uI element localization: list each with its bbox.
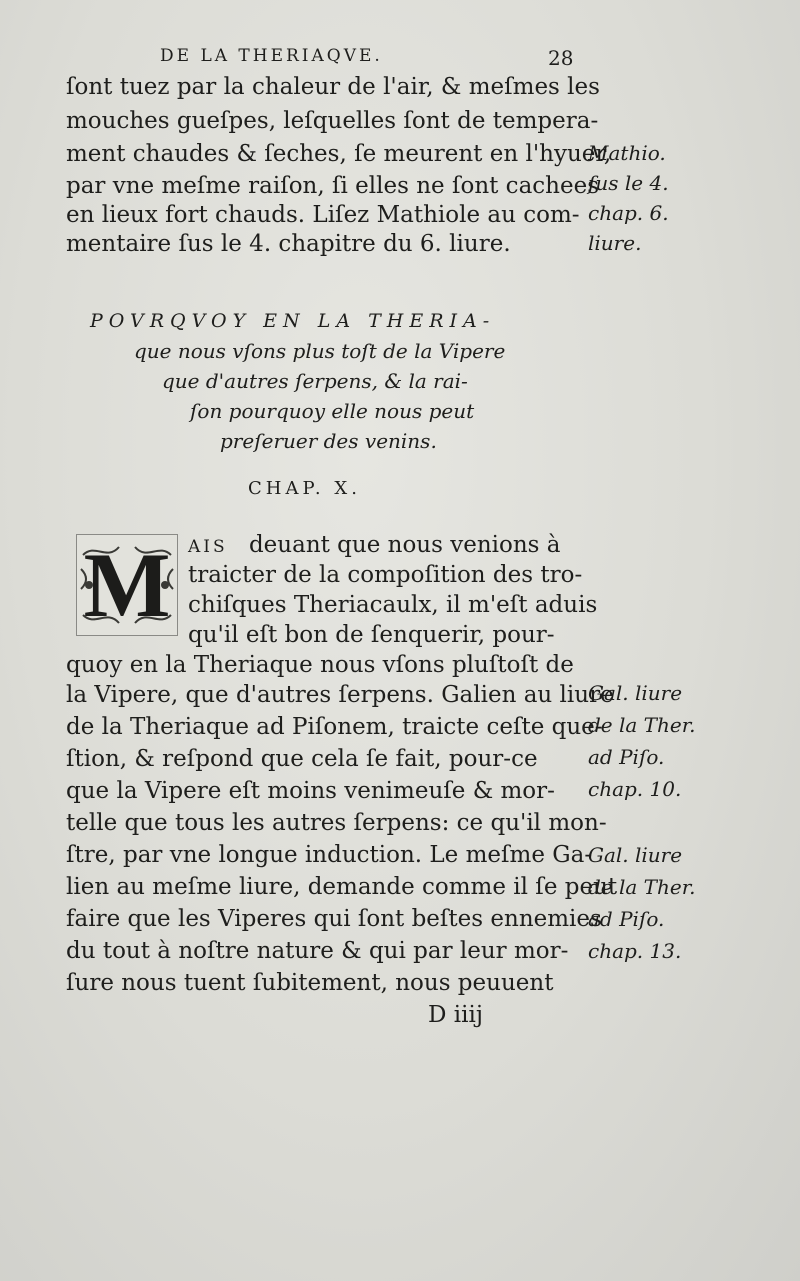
- margin-note: chap. 13.: [588, 939, 682, 963]
- decorated-initial: [76, 534, 178, 636]
- text-line: ſure nous tuent ſubitement, nous peuuent: [66, 970, 554, 996]
- text-line: ſtion, & reſpond que cela ſe fait, pour-ce: [66, 746, 538, 772]
- text-line: telle que tous les autres ſerpens: ce qu'il mon-: [66, 810, 607, 836]
- text-line: quoy en la Theriaque nous vſons pluſtoſt de: [66, 652, 574, 678]
- text-line: du tout à noſtre nature & qui par leur mor-: [66, 938, 569, 964]
- running-head: DE LA THERIAQVE.: [160, 46, 383, 66]
- margin-note: de la Ther.: [588, 875, 696, 899]
- text-line: traicter de la compoſition des tro-: [188, 562, 583, 588]
- chapter-title-line: que nous vſons plus toſt de la Vipere: [134, 339, 506, 363]
- text-line: mouches gueſpes, leſquelles ſont de tempera-: [66, 108, 599, 134]
- signature-mark: D iiij: [428, 1002, 483, 1028]
- margin-note: chap. 10.: [588, 777, 682, 801]
- chapter-title-line: ſon pourquoy elle nous peut: [190, 399, 475, 423]
- text-line: [188, 530, 561, 562]
- text-line: la Vipere, que d'autres ſerpens. Galien au liure: [66, 682, 614, 708]
- chapter-title-line: preſeruer des venins.: [220, 429, 437, 453]
- text-segment: deuant que nous venions à: [248, 532, 561, 558]
- text-line: par vne meſme raiſon, ſi elles ne ſont cachees: [66, 173, 599, 199]
- chapter-title-line: que d'autres ſerpens, & la rai-: [162, 369, 468, 393]
- margin-note: ſus le 4.: [588, 171, 669, 195]
- margin-note: chap. 6.: [588, 201, 669, 225]
- chapter-label: CHAP. X.: [248, 478, 361, 499]
- margin-note: liure.: [588, 231, 642, 255]
- text-line: de la Theriaque ad Piſonem, traicte ceſte que-: [66, 714, 603, 740]
- margin-note: Gal. liure: [588, 681, 683, 705]
- text-line: faire que les Viperes qui ſont beſtes ennemies: [66, 906, 602, 932]
- margin-note: de la Ther.: [588, 713, 696, 737]
- text-line: ment chaudes & ſeches, ſe meurent en l'hyuer,: [66, 141, 612, 167]
- text-line: chiſques Theriacaulx, il m'eſt aduis: [188, 592, 598, 618]
- text-line: qu'il eſt bon de ſenquerir, pour-: [188, 622, 555, 648]
- text-line: lien au meſme liure, demande comme il ſe peut: [66, 874, 618, 900]
- drop-cap-letter: M: [83, 534, 171, 636]
- margin-note: Mathio.: [588, 141, 666, 165]
- page-number: 28: [548, 46, 574, 70]
- drop-cap-rest: AIS: [188, 537, 228, 557]
- text-line: ſtre, par vne longue induction. Le meſme Ga-: [66, 842, 593, 868]
- text-line: mentaire ſus le 4. chapitre du 6. liure.: [66, 231, 511, 257]
- margin-note: ad Piſo.: [588, 745, 665, 769]
- margin-note: Gal. liure: [588, 843, 683, 867]
- text-line: que la Vipere eſt moins venimeuſe & mor-: [66, 778, 555, 804]
- text-line: ſont tuez par la chaleur de l'air, & meſmes les: [66, 74, 600, 100]
- margin-note: ad Piſo.: [588, 907, 665, 931]
- text-line: en lieux fort chauds. Liſez Mathiole au com-: [66, 202, 580, 228]
- chapter-title-line: POVRQVOY EN LA THERIA-: [90, 310, 496, 332]
